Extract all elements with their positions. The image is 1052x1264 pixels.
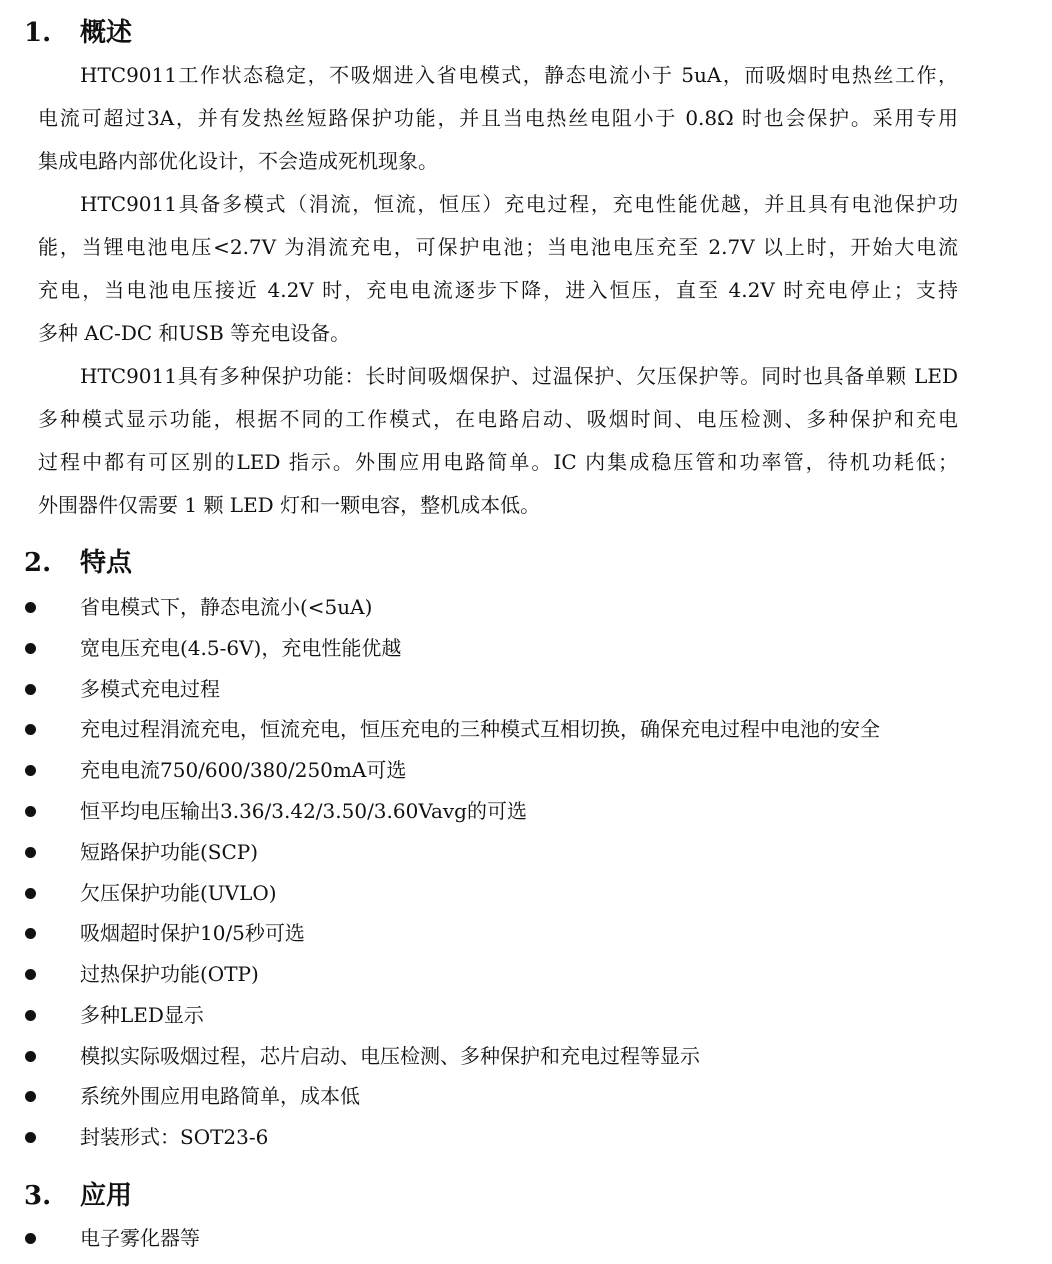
overview-paragraph-1-line-1: HTC9011工作状态稳定，不吸烟进入省电模式，静态电流小于 5uA，而吸烟时电热丝工作， (80, 63, 958, 87)
feature-list-item (0, 995, 1000, 1036)
application-text: 电子雾化器等 (80, 1226, 200, 1250)
feature-text: 模拟实际吸烟过程，芯片启动、电压检测、多种保护和充电过程等显示 (80, 1044, 700, 1068)
overview-paragraph-3-line-1: HTC9011具有多种保护功能：长时间吸烟保护、过温保护、欠压保护等。同时也具备单颗 LED (80, 364, 958, 388)
overview-paragraph-3-line-3: 过程中都有可区别的LED 指示。外围应用电路简单。IC 内集成稳压管和功率管，待机功耗低； (38, 450, 958, 474)
application-list-item (0, 1218, 1000, 1259)
bullet-icon (25, 724, 36, 735)
bullet-icon (25, 1051, 36, 1062)
bullet-icon (25, 888, 36, 899)
feature-text: 欠压保护功能(UVLO) (80, 881, 277, 905)
overview-paragraph-2-line-3: 充电，当电池电压接近 4.2V 时，充电电流逐步下降，进入恒压，直至 4.2V 时充电停止；支持 (38, 278, 958, 302)
overview-paragraph-1-line-3: 集成电路内部优化设计，不会造成死机现象。 (38, 149, 438, 173)
feature-text: 系统外围应用电路简单，成本低 (80, 1084, 360, 1108)
feature-text: 吸烟超时保护10/5秒可选 (80, 921, 305, 945)
bullet-icon (25, 1091, 36, 1102)
feature-text: 多模式充电过程 (80, 677, 220, 701)
bullet-icon (25, 602, 36, 613)
feature-list-item (0, 954, 1000, 995)
overview-paragraph-2-line-1: HTC9011具备多模式（涓流，恒流，恒压）充电过程，充电性能优越，并且具有电池保护功 (80, 192, 958, 216)
feature-text: 省电模式下，静态电流小(<5uA) (80, 595, 373, 619)
bullet-icon (25, 643, 36, 654)
feature-text: 充电过程涓流充电，恒流充电，恒压充电的三种模式互相切换，确保充电过程中电池的安全 (80, 717, 880, 741)
bullet-icon (25, 847, 36, 858)
bullet-icon (25, 1132, 36, 1143)
feature-text: 多种LED显示 (80, 1003, 204, 1027)
feature-list-item (0, 587, 1000, 628)
feature-list-item (0, 913, 1000, 954)
section-number: 3. (24, 1181, 52, 1211)
feature-text: 充电电流750/600/380/250mA可选 (80, 758, 407, 782)
overview-paragraph-3-line-4: 外围器件仅需要 1 颗 LED 灯和一颗电容，整机成本低。 (38, 493, 541, 517)
bullet-icon (25, 1233, 36, 1244)
bullet-icon (25, 684, 36, 695)
feature-text: 过热保护功能(OTP) (80, 962, 259, 986)
feature-list-item (0, 791, 1000, 832)
feature-list-item (0, 1036, 1000, 1077)
feature-list-item (0, 832, 1000, 873)
section-title: 特点 (80, 548, 133, 578)
bullet-icon (25, 806, 36, 817)
feature-text: 宽电压充电(4.5-6V)，充电性能优越 (80, 636, 402, 660)
section-title: 应用 (80, 1181, 133, 1211)
bullet-icon (25, 928, 36, 939)
feature-list-item (0, 1117, 1000, 1158)
feature-text: 恒平均电压输出3.36/3.42/3.50/3.60Vavg的可选 (80, 799, 527, 823)
section-title: 概述 (80, 18, 133, 48)
feature-list-item (0, 628, 1000, 669)
bullet-icon (25, 1010, 36, 1021)
section-number: 2. (24, 548, 52, 578)
feature-list-item (0, 750, 1000, 791)
feature-text: 封装形式：SOT23-6 (80, 1125, 269, 1149)
feature-list-item (0, 873, 1000, 914)
bullet-icon (25, 969, 36, 980)
feature-list-item (0, 709, 1000, 750)
overview-paragraph-2-line-2: 能，当锂电池电压<2.7V 为涓流充电，可保护电池；当电池电压充至 2.7V 以上时，开始大电流 (38, 235, 958, 259)
bullet-icon (25, 765, 36, 776)
feature-text: 短路保护功能(SCP) (80, 840, 259, 864)
overview-paragraph-2-line-4: 多种 AC-DC 和USB 等充电设备。 (38, 321, 351, 345)
overview-paragraph-1-line-2: 电流可超过3A，并有发热丝短路保护功能，并且当电热丝电阻小于 0.8Ω 时也会保护。采用专用 (38, 106, 958, 130)
section-number: 1. (24, 18, 52, 48)
feature-list-item (0, 669, 1000, 710)
feature-list-item (0, 1076, 1000, 1117)
overview-paragraph-3-line-2: 多种模式显示功能，根据不同的工作模式，在电路启动、吸烟时间、电压检测、多种保护和充电 (38, 407, 958, 431)
